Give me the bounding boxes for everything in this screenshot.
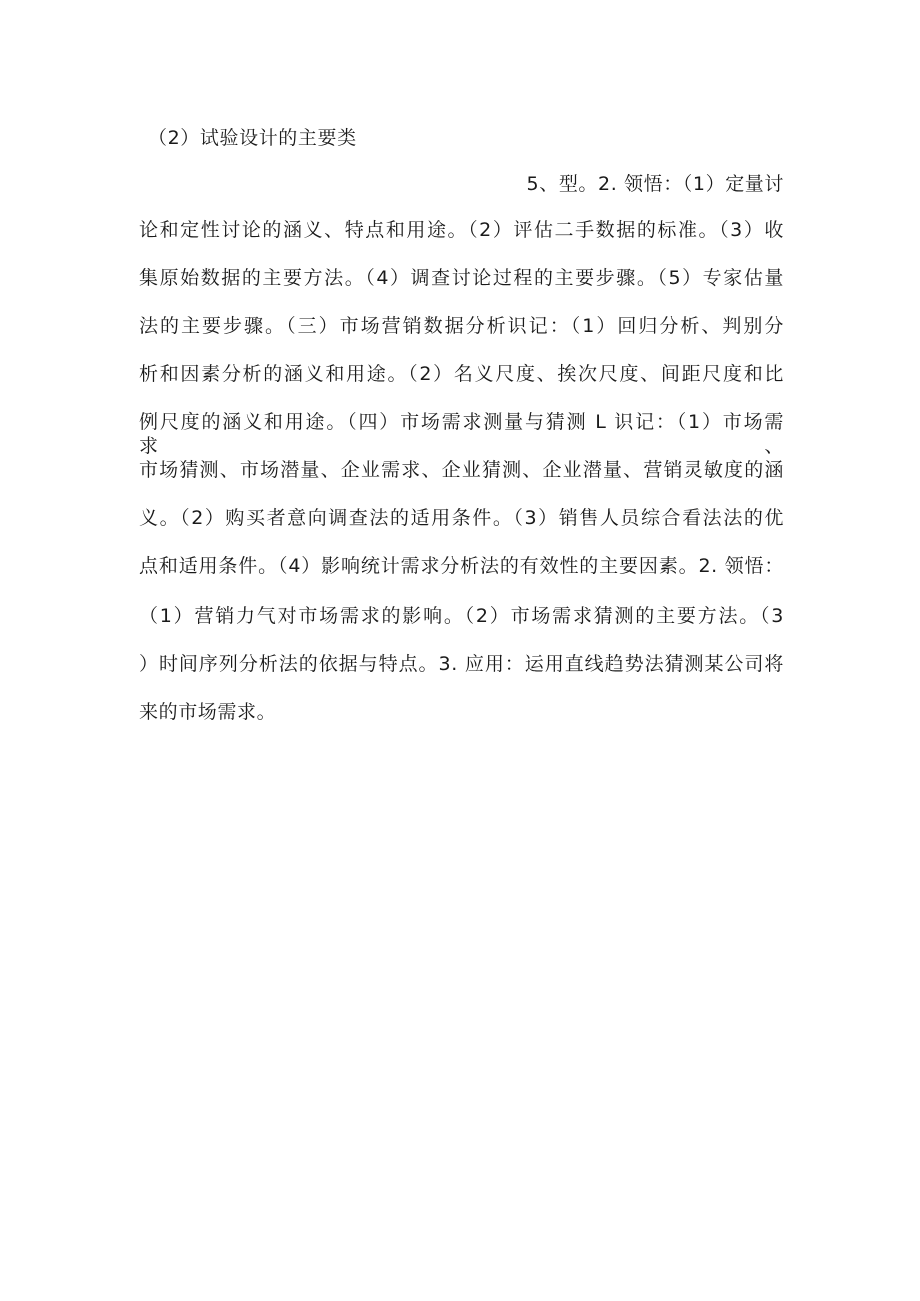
text-line-4: 集原始数据的主要方法。（4）调查讨论过程的主要步骤。（5）专家估量	[139, 267, 784, 289]
text-line-8: 市场猜测、市场潜量、企业需求、企业猜测、企业潜量、营销灵敏度的涵	[139, 459, 784, 481]
text-line-7: 例尺度的涵义和用途。（四）市场需求测量与猜测 L 识记：（1）市场需求、	[139, 411, 784, 457]
text-line-9: 义。（2）购买者意向调查法的适用条件。（3）销售人员综合看法法的优	[139, 507, 784, 529]
text-line-2: 5、型。2. 领悟：（1）定量讨	[526, 173, 784, 195]
text-line-10: 点和适用条件。（4）影响统计需求分析法的有效性的主要因素。2. 领悟：	[139, 555, 784, 577]
text-line-6: 析和因素分析的涵义和用途。（2）名义尺度、挨次尺度、间距尺度和比	[139, 363, 784, 385]
text-line-11: （1）营销力气对市场需求的影响。（2）市场需求猜测的主要方法。（3	[139, 605, 784, 627]
text-line-12: ）时间序列分析法的依据与特点。3. 应用：运用直线趋势法猜测某公司将	[139, 653, 784, 675]
text-line-13: 来的市场需求。	[139, 701, 277, 723]
text-line-1: （2）试验设计的主要类	[148, 127, 357, 149]
text-line-3: 论和定性讨论的涵义、特点和用途。（2）评估二手数据的标准。（3）收	[139, 219, 784, 241]
text-line-5: 法的主要步骤。（三）市场营销数据分析识记：（1）回归分析、判别分	[139, 315, 784, 337]
